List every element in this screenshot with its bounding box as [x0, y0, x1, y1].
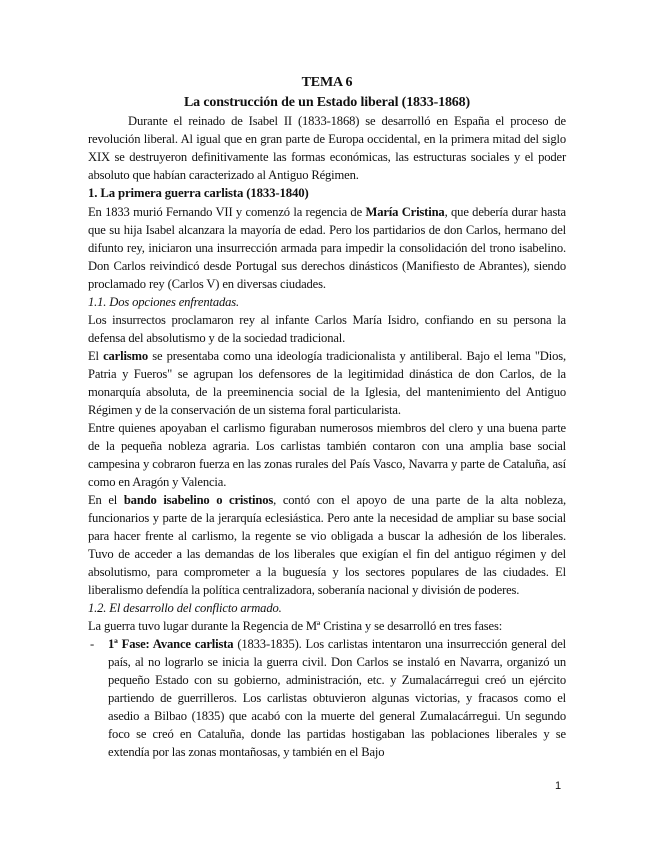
maria-cristina-term: María Cristina: [365, 205, 445, 219]
section-1-1-paragraph-4: En el bando isabelino o cristinos, contó con el apoyo de una parte de la alta nobleza, funcionarios y parte de la jerarquía eclesiástica. Pero ante la necesidad de ampliar su base social para hacer frente al carlismo, la regente se vio obligada a buscar la adhesión de los liberales. Tuvo de acceder a las demandas de los liberales que exigían el fin del antiguo régimen y del absolutismo, para comprometer a la buguesía y los sectores populares de las ciudades. El liberalismo defendía la política centralizadora, soberanía nacional y división de poderes.: [88, 493, 567, 597]
section-1-2-heading: 1.2. El desarrollo del conflicto armado.: [88, 601, 282, 615]
topic-label: TEMA 6: [301, 75, 353, 90]
section-1-heading: 1. La primera guerra carlista (1833-1840): [88, 186, 309, 200]
document-body: [88, 73, 566, 761]
bando-isabelino-term: bando isabelino o cristinos: [123, 493, 274, 507]
carlismo-term: carlismo: [103, 349, 149, 363]
section-1-1-paragraph-2: El carlismo se presentaba como una ideología tradicionalista y antiliberal. Bajo el lema "Dios, Patria y Fueros" se agrupan los defensores de la legitimidad dinástica de don Carlos, de la monarquía absoluta, de la preeminencia social de la Iglesia, del mantenimiento del Antiguo Régimen y de la conservación de un sistema foral particularista.: [88, 349, 567, 417]
section-1-1-paragraph-1: Los insurrectos proclamaron rey al infante Carlos María Isidro, confiando en su persona la defensa del absolutismo y de la sociedad tradicional.: [88, 313, 566, 345]
section-1-paragraph: En 1833 murió Fernando VII y comenzó la regencia de María Cristina, que debería durar hasta que su hija Isabel alcanzara la mayoría de edad. Pero los partidarios de don Carlos, hermano del difunto rey, iniciaron una insurrección armada para impedir la consolidación del trono isabelino. Don Carlos reivindicó desde Portugal sus derechos dinásticos (Manifiesto de Abrantes), siendo proclamado rey (Carlos V) en diversas ciudades.: [88, 205, 566, 291]
section-1-1-heading: 1.1. Dos opciones enfrentadas.: [88, 295, 240, 309]
intro-paragraph: Durante el reinado de Isabel II (1833-1868) se desarrolló en España el proceso de revolución liberal. Al igual que en gran parte de Europa occidental, en la primera mitad del siglo XIX se destruyeron definitivamente las formas económicas, las estructuras sociales y el poder absoluto que habían caracterizado al Antiguo Régimen.: [88, 114, 566, 182]
page-number: 1: [555, 780, 562, 792]
phase-1-label: 1ª Fase: Avance carlista: [108, 637, 234, 651]
document-title: La construcción de un Estado liberal (1833-1868): [183, 95, 471, 110]
list-bullet: -: [90, 637, 95, 651]
section-1-2-paragraph: La guerra tuvo lugar durante la Regencia de Mª Cristina y se desarrolló en tres fases:: [88, 619, 503, 633]
section-1-1-paragraph-3: Entre quienes apoyaban el carlismo figuraban numerosos miembros del clero y una buena parte de la pequeña nobleza agraria. Los carlistas también contaron con una amplia base social campesina y cobraron fuerza en las zonas rurales del País Vasco, Navarra y parte de Cataluña, así como en Aragón y Valencia.: [88, 421, 566, 489]
list-item: - 1ª Fase: Avance carlista (1833-1835). Los carlistas intentaron una insurrección general del país, al no lograrlo se inicia la guerra civil. Don Carlos se instaló en Navarra, organizó un pequeño Estado con su gobierno, administración, etc. y Zumalacárregui creó un ejército partiendo de guerrilleros. Los carlistas obtuvieron algunas victorias, y fracasos como el asedio a Bilbao (1835) que acabó con la muerte del general Zumalacárregui. Un segundo foco se creó en Cataluña, donde las partidas hostigaban las poblaciones liberales y se extendía por las zonas montañosas, y también en el Bajo: [90, 637, 566, 759]
